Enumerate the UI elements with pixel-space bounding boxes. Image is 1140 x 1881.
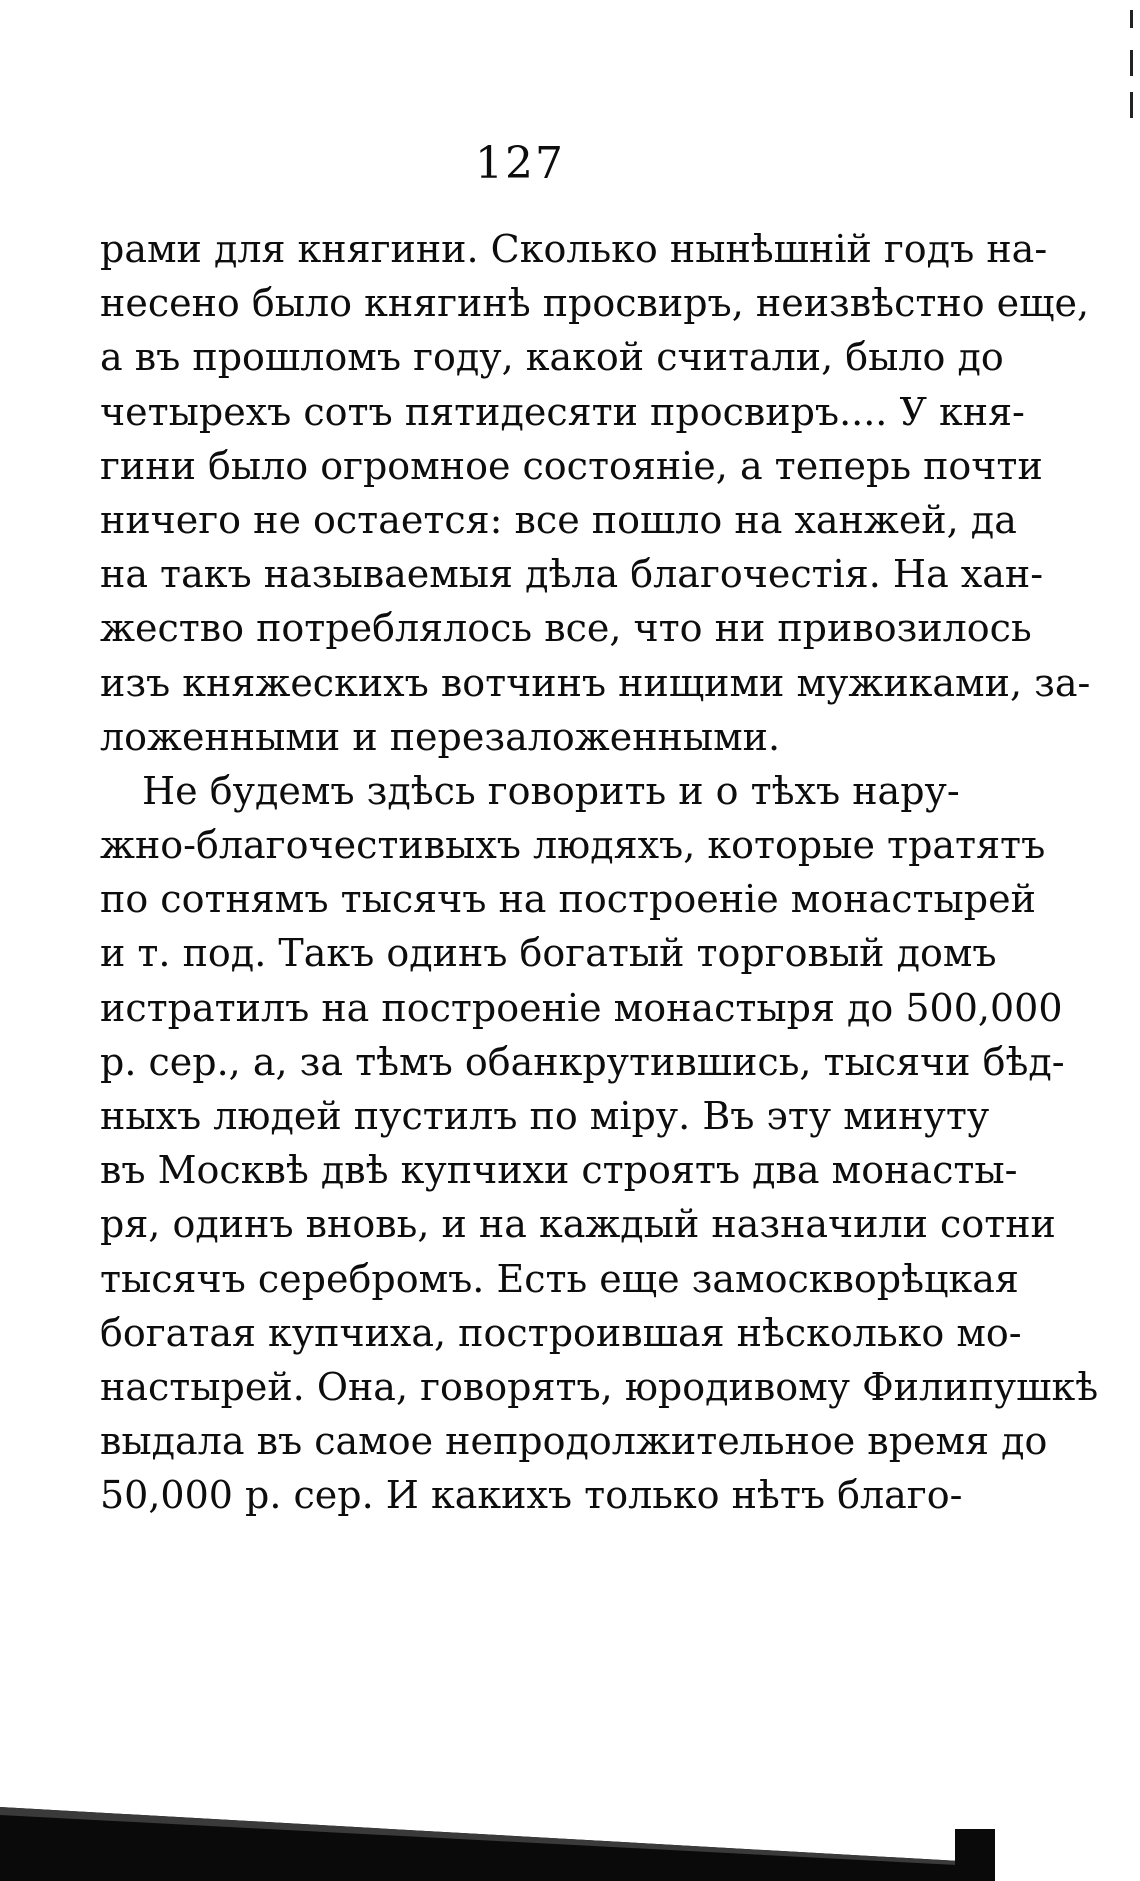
text-line: гини было огромное состояніе, а теперь почти [100,443,1043,488]
text-line: ныхъ людей пустилъ по міру. Въ эту минуту [100,1094,990,1138]
body-text [100,222,1099,1523]
scan-edge-marks [1130,10,1134,120]
text-line: истратилъ на построеніе монастыря до 500,000 [100,985,1063,1030]
text-line: тысячъ серебромъ. Есть еще замоскворѣцкая [100,1256,1019,1301]
scan-page-edge [0,1771,1010,1881]
text-line: на такъ называемыя дѣла благочестія. На хан- [100,552,1044,597]
text-line: несено было княгинѣ просвиръ, неизвѣстно еще, [100,281,1090,326]
text-line: четырехъ сотъ пятидесяти просвиръ.... У кня- [100,389,1025,434]
text-line: а въ прошломъ году, какой считали, было до [100,335,1004,380]
text-line: Не будемъ здѣсь говорить и о тѣхъ нару- [142,768,960,813]
text-line: богатая купчиха, построившая нѣсколько мо- [100,1310,1022,1355]
text-line: ря, одинъ вновь, и на каждый назначили сотни [100,1202,1056,1247]
text-line: въ Москвѣ двѣ купчихи строятъ два монасты- [100,1148,1018,1193]
text-line: настырей. Она, говорятъ, юродивому Филипушкѣ [100,1364,1099,1409]
text-line: р. сер., а, за тѣмъ обанкрутившись, тысячи бѣд- [100,1039,1065,1084]
text-line: ложенными и перезаложенными. [100,714,781,759]
page-number: 127 [475,138,565,189]
text-line: ничего не остается: все пошло на ханжей, да [100,497,1017,542]
text-line: по сотнямъ тысячъ на построеніе монастырей [100,877,1036,922]
text-line: выдала въ самое непродолжительное время до [100,1419,1048,1464]
text-line: жество потреблялось все, что ни привозилось [100,606,1032,651]
text-line: 50,000 р. сер. И какихъ только нѣтъ благо- [100,1473,963,1518]
text-line: и т. под. Такъ одинъ богатый торговый домъ [100,931,997,976]
text-line: жно-благочестивыхъ людяхъ, которые тратятъ [100,823,1046,868]
text-line: рами для княгини. Сколько нынѣшній годъ на- [100,227,1048,271]
text-line: изъ княжескихъ вотчинъ нищими мужиками, за- [100,660,1091,705]
